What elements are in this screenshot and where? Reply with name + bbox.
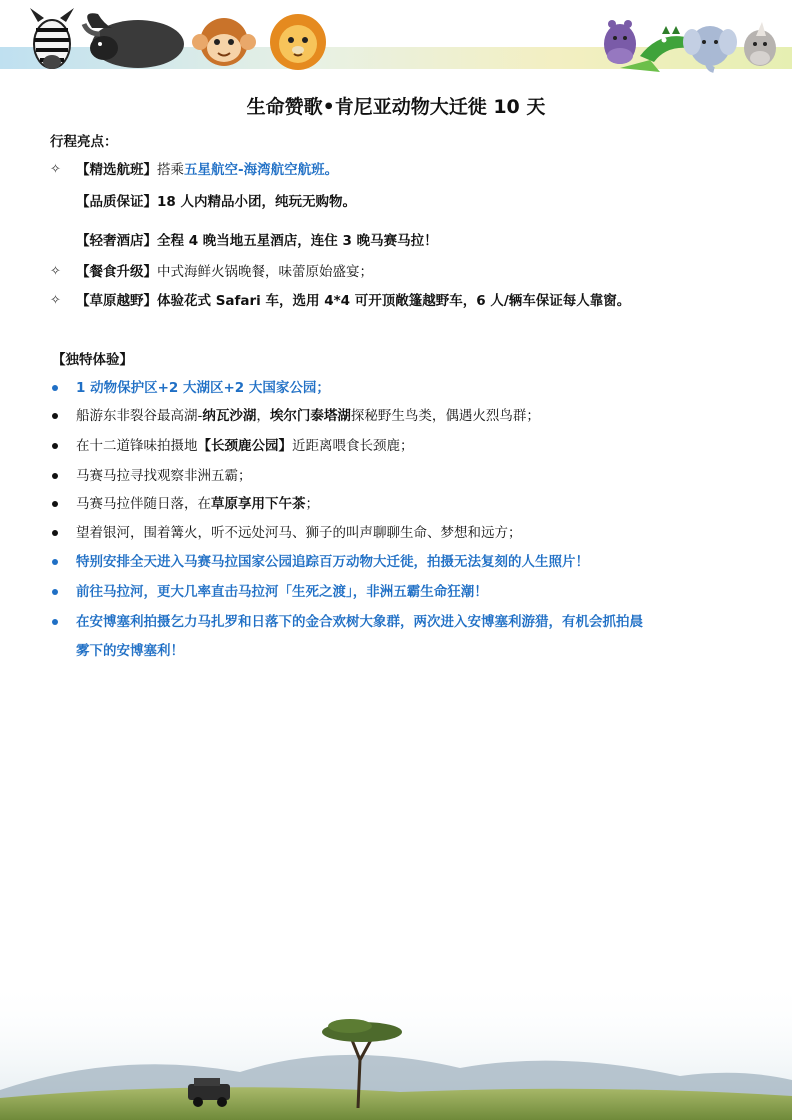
text-segment: 马赛马拉伴随日落，在	[76, 496, 211, 512]
bullet-dot-icon	[52, 530, 58, 536]
zebra-icon	[30, 8, 74, 69]
bullet-dot-icon	[52, 589, 58, 595]
text-segment: 【轻奢酒店】全程 4 晚当地五星酒店，连住 3 晚马赛马拉！	[76, 233, 438, 249]
experience-text	[76, 641, 184, 661]
text-segment: 【长颈鹿公园】	[197, 438, 292, 454]
experience-text	[76, 466, 252, 486]
text-segment: 草原享用下午茶	[211, 496, 306, 512]
bullet-dot-icon	[52, 443, 58, 449]
text-segment: 雾下的安博塞利！	[76, 643, 184, 659]
experience-text	[76, 436, 414, 456]
header-banner	[0, 0, 792, 76]
text-segment: 探秘野生鸟类，偶遇火烈鸟群；	[350, 408, 540, 424]
text-segment: ；	[305, 496, 319, 512]
header-animals	[0, 0, 792, 76]
text-segment: 在安博塞利拍摄乞力马扎罗和日落下的金合欢树大象群，两次进入安博塞利游猎，有机会抓拍晨	[76, 614, 643, 630]
experience-text	[76, 552, 589, 572]
experience-text	[76, 612, 643, 632]
bullet-dot-icon	[52, 473, 58, 479]
text-segment: 五星航空-海湾航空航班。	[184, 162, 339, 178]
experiences-label: 【独特体验】	[52, 352, 133, 368]
text-segment: 近距离喂食长颈鹿；	[292, 438, 414, 454]
text-segment: 搭乘	[157, 162, 184, 178]
text-segment: 特别安排全天进入马赛马拉国家公园追踪百万动物大迁徙，拍摄无法复刻的人生照片！	[76, 554, 589, 570]
hippo-icon	[604, 20, 636, 64]
page-title: 生命赞歌•肯尼亚动物大迁徙 10 天	[246, 96, 546, 118]
text-segment: 船游东非裂谷最高湖-	[76, 408, 203, 424]
bullet-dot-icon	[52, 385, 58, 391]
sparkle-bullet-icon: ✧	[50, 264, 61, 279]
text-segment: 【草原越野】体验花式 Safari 车，选用 4*4 可开顶敞篷越野车，6 人/辆车保证每人靠窗。	[76, 293, 631, 309]
experience-text	[76, 378, 330, 398]
text-segment: 纳瓦沙湖	[202, 408, 257, 424]
experience-text	[76, 582, 488, 602]
bullet-dot-icon	[52, 501, 58, 507]
rhino-icon	[744, 22, 776, 66]
highlight-text	[76, 291, 630, 311]
text-segment: ，	[256, 408, 270, 424]
lion-icon	[270, 14, 326, 70]
text-segment: 马赛马拉寻找观察非洲五霸；	[76, 468, 252, 484]
highlight-text	[76, 160, 338, 180]
monkey-icon	[192, 18, 256, 66]
text-segment: 埃尔门泰塔湖	[269, 408, 351, 424]
experience-text	[76, 523, 522, 543]
text-segment: 【餐食升级】	[76, 264, 157, 280]
bullet-dot-icon	[52, 619, 58, 625]
text-segment: 在十二道锋味拍摄地	[76, 438, 198, 454]
bullet-dot-icon	[52, 413, 58, 419]
highlight-text	[76, 231, 438, 251]
text-segment: 前往马拉河，更大几率直击马拉河「生死之渡」，非洲五霸生命狂潮！	[76, 584, 488, 600]
footer-savanna-illustration	[0, 980, 792, 1120]
experience-text	[76, 406, 540, 426]
experience-text	[76, 494, 319, 514]
sparkle-bullet-icon: ✧	[50, 293, 61, 308]
highlight-text	[76, 262, 373, 282]
text-segment: 1 动物保护区+2 大湖区+2 大国家公园；	[76, 380, 330, 396]
highlight-text	[76, 192, 356, 212]
text-segment: 中式海鲜火锅晚餐，味蕾原始盛宴；	[157, 264, 373, 280]
text-segment: 【精选航班】	[76, 162, 157, 178]
text-segment: 望着银河，围着篝火，听不远处河马、狮子的叫声聊聊生命、梦想和远方；	[76, 525, 522, 541]
text-segment: 【品质保证】18 人内精品小团，纯玩无购物。	[76, 194, 356, 210]
highlights-label: 行程亮点：	[50, 134, 118, 150]
buffalo-icon	[84, 13, 184, 68]
bullet-dot-icon	[52, 559, 58, 565]
sparkle-bullet-icon: ✧	[50, 162, 61, 177]
elephant-icon	[683, 26, 737, 70]
